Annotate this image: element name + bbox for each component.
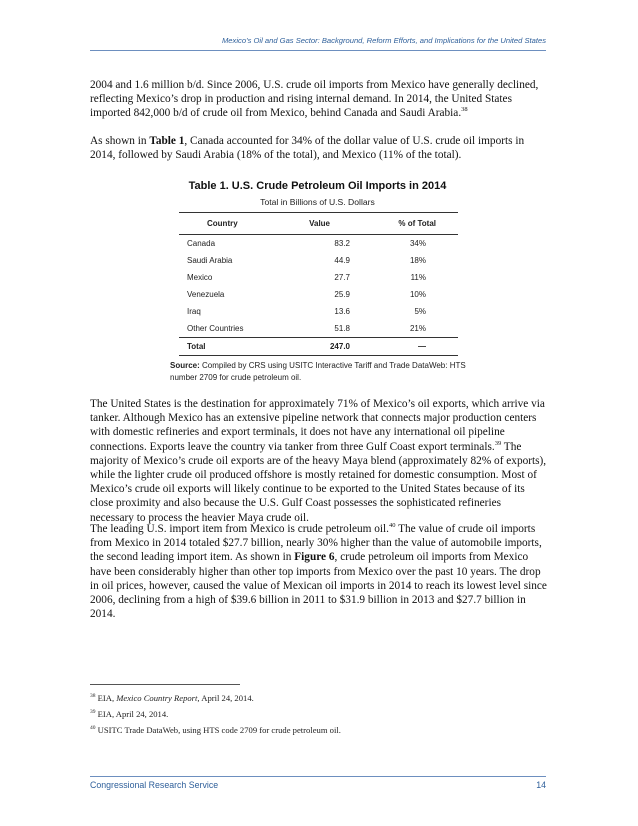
page-number: 14 xyxy=(536,780,546,790)
percent-cell: 18% xyxy=(409,256,426,265)
footnote-39 xyxy=(90,709,547,720)
country-cell: Other Countries xyxy=(187,324,244,333)
value-cell: 13.6 xyxy=(334,307,350,316)
paragraph-2 xyxy=(90,134,547,162)
paragraph-text: The majority of Mexico’s crude oil exports are of the heavy Maya blend (approximately 82% of exports), while the lighter crude oil produced offshore is mostly retained for domestic consumption. Most of Mexico’s crude oil exports will likely continue to be exported to the United States because of its close proximity and also because the U.S. Gulf Coast possesses the sophisticated refineries necessary to process the heavier Maya crude oil. xyxy=(90,440,547,524)
footnote-text: , April 24, 2014. xyxy=(197,693,254,703)
paragraph-1 xyxy=(90,78,547,121)
percent-cell: 10% xyxy=(409,290,426,299)
footer-rule xyxy=(90,776,546,777)
footnote-ref-38[interactable]: 38 xyxy=(461,106,468,114)
column-header-country: Country xyxy=(207,219,238,228)
footnote-ref-40[interactable]: 40 xyxy=(389,522,396,530)
percent-cell: 11% xyxy=(410,273,426,282)
paragraph-text: , Canada accounted for 34% of the dollar value of U.S. crude oil imports in 2014, followed by Saudi Arabia (18% of the total), and Mexico (11% of the total). xyxy=(90,135,525,162)
footnote-number: 38 xyxy=(90,693,96,700)
table-title: Table 1. U.S. Crude Petroleum Oil Imports in 2014 xyxy=(188,180,447,192)
total-percent: — xyxy=(418,342,426,351)
table-header-row xyxy=(179,219,458,235)
footer-organization: Congressional Research Service xyxy=(90,780,219,790)
footnote-text: USITC Trade DataWeb, using HTS code 2709 for crude petroleum oil. xyxy=(95,725,341,735)
paragraph-4 xyxy=(90,522,547,621)
footnote-text: EIA, xyxy=(95,693,117,703)
value-cell: 44.9 xyxy=(334,256,350,265)
table-row xyxy=(179,239,458,255)
footnote-38 xyxy=(90,693,547,704)
table-subtitle: Total in Billions of U.S. Dollars xyxy=(260,197,375,207)
table-row xyxy=(179,290,458,306)
table-bottom-rule xyxy=(179,355,458,356)
paragraph-text: The value of crude oil imports from Mexico in 2014 totaled $27.7 billion, nearly 30% higher than the value of automobile imports, the second leading import item. As shown in xyxy=(90,523,542,564)
figure-6-reference[interactable]: Figure 6 xyxy=(294,551,335,564)
value-cell: 27.7 xyxy=(334,273,350,282)
source-label: Source: xyxy=(170,361,200,370)
column-header-percent: % of Total xyxy=(398,219,436,228)
footnote-report-title: Mexico Country Report xyxy=(116,693,198,703)
running-header: Mexico’s Oil and Gas Sector: Background, Reform Efforts, and Implications for the United States xyxy=(221,36,546,45)
table-source-note xyxy=(170,360,470,383)
country-cell: Saudi Arabia xyxy=(187,256,233,265)
paragraph-text: As shown in xyxy=(90,135,150,147)
table-row xyxy=(179,273,458,289)
percent-cell: 21% xyxy=(409,324,426,333)
paragraph-text: The United States is the destination for approximately 71% of Mexico’s oil exports, which arrive via tanker. Although Mexico has an extensive pipeline network that connects major production centers with domestic refineries and export terminals, it does not have any international oil pipeline connections. Exports leave the country via tanker from three Gulf Coast export terminals. xyxy=(90,398,545,453)
footnote-text: EIA, April 24, 2014. xyxy=(95,709,169,719)
footnote-number: 39 xyxy=(90,709,96,716)
percent-cell: 5% xyxy=(414,307,426,316)
footnote-separator xyxy=(90,684,240,685)
paragraph-text: 2004 and 1.6 million b/d. Since 2006, U.S. crude oil imports from Mexico have generally declined, reflecting Mexico’s drop in production and rising internal demand. In 2014, the United States imported 842,000 b/d of crude oil from Mexico, behind Canada and Saudi Arabia. xyxy=(90,79,539,120)
source-text: Compiled by CRS using USITC Interactive Tariff and Trade DataWeb: HTS number 2709 for crude petroleum oil. xyxy=(170,361,466,382)
paragraph-text: The leading U.S. import item from Mexico is crude petroleum oil. xyxy=(90,523,389,535)
paragraph-text: , crude petroleum oil imports from Mexico have been considerably higher than other top imports from Mexico over the past 10 years. The drop in oil prices, however, caused the value of Mexican oil imports in 2014 to reach its lowest level since 2006, declining from a high of $39.6 billion in 2011 to $31.9 billion in 2013 and $27.7 billion in 2014. xyxy=(90,551,547,621)
table-total-rule xyxy=(179,337,458,338)
country-cell: Venezuela xyxy=(187,290,225,299)
paragraph-3 xyxy=(90,397,547,525)
country-cell: Iraq xyxy=(187,307,201,316)
table-row xyxy=(179,307,458,323)
value-cell: 83.2 xyxy=(334,239,350,248)
footnote-40 xyxy=(90,725,547,736)
value-cell: 51.8 xyxy=(334,324,350,333)
table-top-rule xyxy=(179,212,458,213)
value-cell: 25.9 xyxy=(334,290,350,299)
total-value: 247.0 xyxy=(329,342,350,351)
footnote-ref-39[interactable]: 39 xyxy=(494,439,502,447)
country-cell: Canada xyxy=(187,239,216,248)
total-label: Total xyxy=(187,342,206,351)
table-header-rule xyxy=(179,234,458,235)
table-1-reference[interactable]: Table 1 xyxy=(149,135,185,147)
header-rule xyxy=(90,50,546,51)
footnote-number: 40 xyxy=(90,725,96,732)
table-row xyxy=(179,256,458,272)
country-cell: Mexico xyxy=(187,273,213,282)
column-header-value: Value xyxy=(309,219,330,228)
percent-cell: 34% xyxy=(409,239,426,248)
